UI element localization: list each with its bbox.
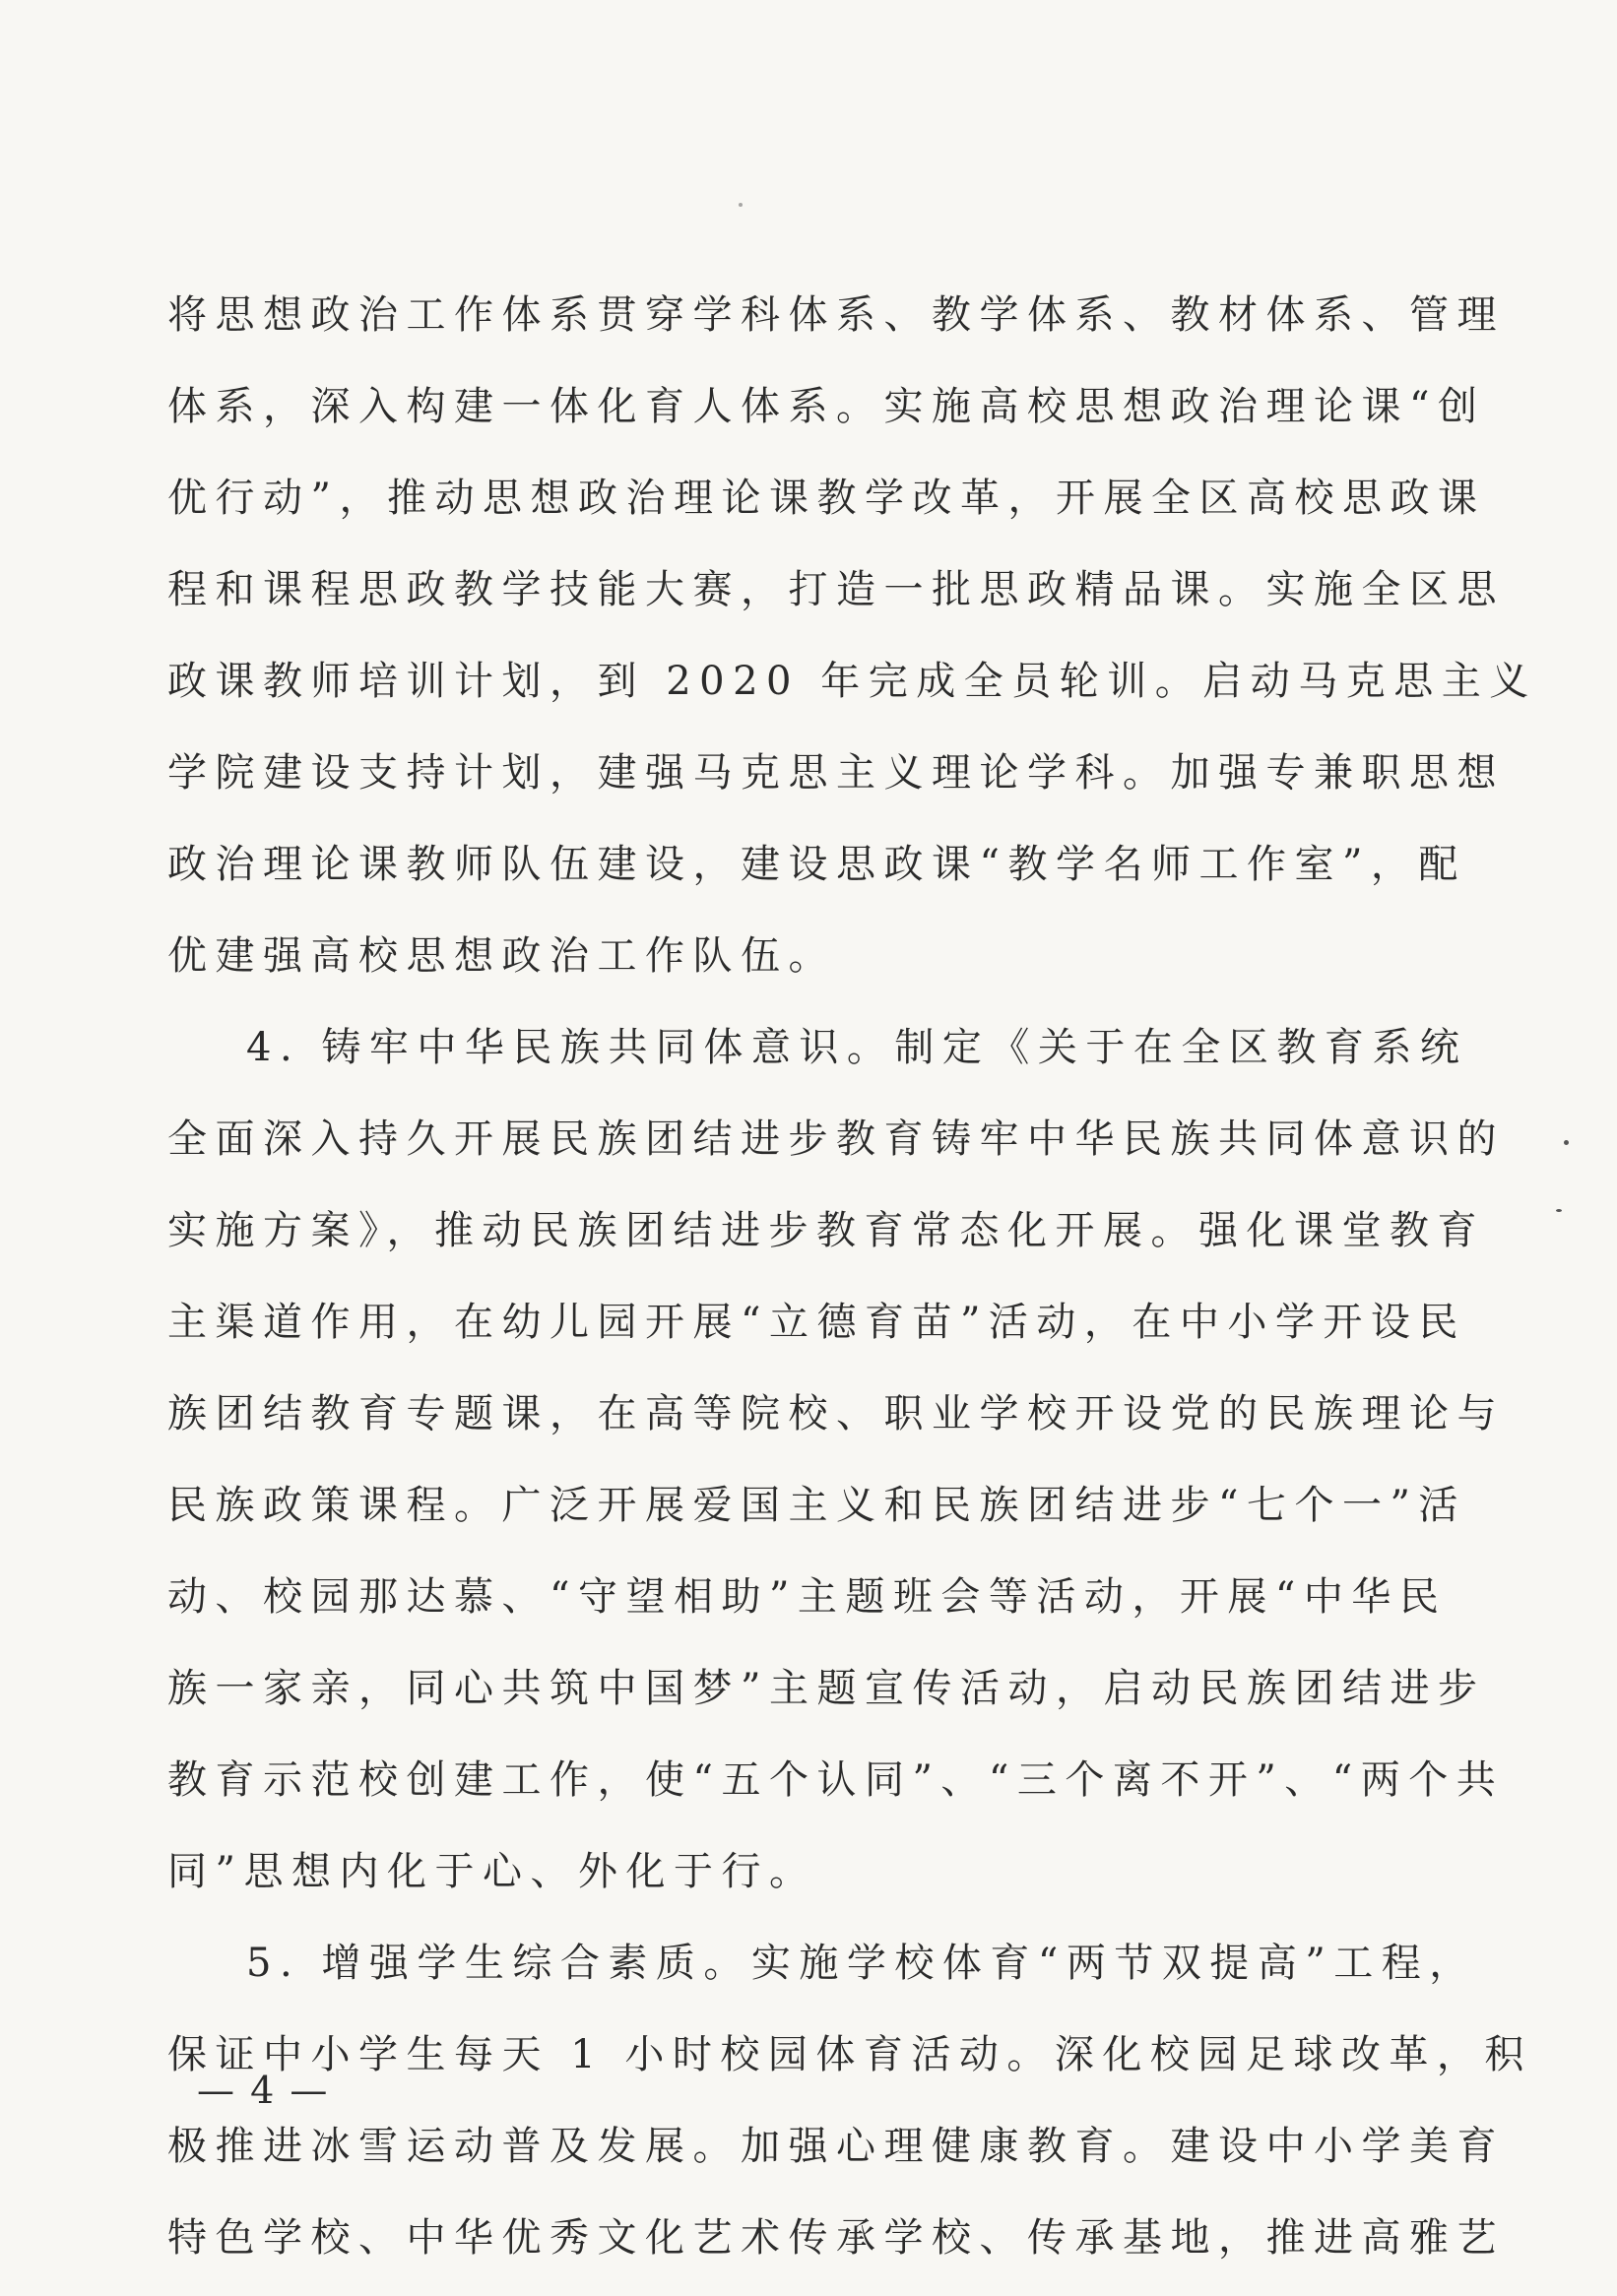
text-line: 政治理论课教师队伍建设，建设思政课“教学名师工作室”，配 bbox=[167, 842, 1466, 887]
text-line: 保证中小学生每天 1 小时校园体育活动。深化校园足球改革，积 bbox=[167, 2032, 1532, 2077]
scan-speck bbox=[1556, 1209, 1562, 1212]
text-line: 实施方案》，推动民族团结进步教育常态化开展。强化课堂教育 bbox=[167, 1208, 1485, 1253]
text-line: 民族政策课程。广泛开展爱国主义和民族团结进步“七个一”活 bbox=[167, 1483, 1466, 1528]
text-line: 动、校园那达慕、“守望相助”主题班会等活动，开展“中华民 bbox=[167, 1574, 1448, 1620]
paragraph-heading: 5. 增强学生综合素质。实施学校体育“两节双提高”工程， bbox=[246, 1941, 1477, 1986]
text-line: 学院建设支持计划，建强马克思主义理论学科。加强专兼职思想 bbox=[167, 750, 1505, 796]
text-line: 特色学校、中华优秀文化艺术传承学校、传承基地，推进高雅艺 bbox=[167, 2215, 1505, 2261]
text-line: 族团结教育专题课，在高等院校、职业学校开设党的民族理论与 bbox=[167, 1391, 1505, 1436]
page-number: — 4 — bbox=[197, 2069, 330, 2112]
text-line: 主渠道作用，在幼儿园开展“立德育苗”活动，在中小学开设民 bbox=[167, 1300, 1466, 1345]
text-line: 全面深入持久开展民族团结进步教育铸牢中华民族共同体意识的 bbox=[167, 1116, 1505, 1162]
text-line: 同”思想内化于心、外化于行。 bbox=[167, 1849, 817, 1894]
text-line: 族一家亲，同心共筑中国梦”主题宣传活动，启动民族团结进步 bbox=[167, 1666, 1486, 1711]
text-line: 教育示范校创建工作，使“五个认同”、“三个离不开”、“两个共 bbox=[167, 1757, 1505, 1803]
text-line: 程和课程思政教学技能大赛，打造一批思政精品课。实施全区思 bbox=[167, 567, 1505, 612]
text-line: 政课教师培训计划，到 2020 年完成全员轮训。启动马克思主义 bbox=[167, 659, 1537, 704]
scan-speck bbox=[1564, 1140, 1569, 1145]
scan-speck bbox=[739, 203, 743, 207]
text-line: 极推进冰雪运动普及发展。加强心理健康教育。建设中小学美育 bbox=[167, 2124, 1505, 2169]
text-line: 体系，深入构建一体化育人体系。实施高校思想政治理论课“创 bbox=[167, 384, 1486, 429]
text-line: 优建强高校思想政治工作队伍。 bbox=[167, 933, 836, 979]
text-line: 将思想政治工作体系贯穿学科体系、教学体系、教材体系、管理 bbox=[167, 292, 1505, 338]
text-line: 优行动”，推动思想政治理论课教学改革，开展全区高校思政课 bbox=[167, 476, 1486, 521]
paragraph-heading: 4. 铸牢中华民族共同体意识。制定《关于在全区教育系统 bbox=[246, 1025, 1468, 1070]
